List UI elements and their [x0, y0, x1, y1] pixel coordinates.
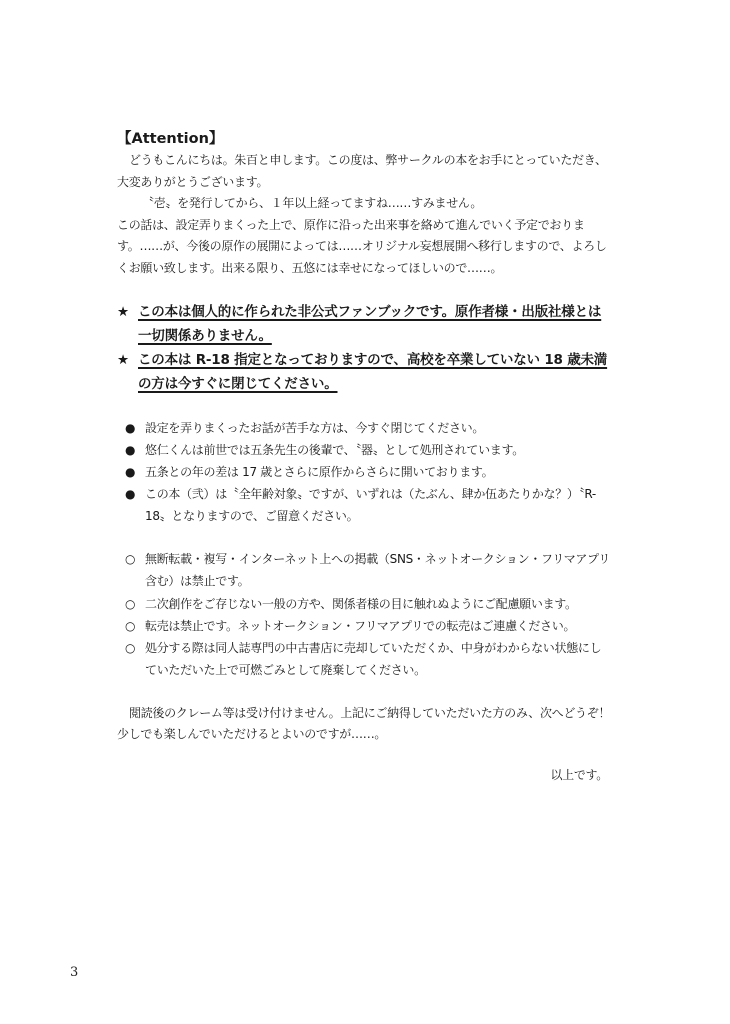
list-item-text: 悠仁くんは前世では五条先生の後輩で、〝器〟として処刑されています。	[145, 443, 524, 457]
bullet-icon: ●	[125, 443, 136, 457]
circle-icon: ○	[125, 596, 136, 611]
list-item-text: 無断転載・複写・インターネット上への掲載（SNS・ネットオークション・フリマアプリ含む）は禁止です。	[145, 552, 611, 589]
bullet-icon: ●	[125, 465, 136, 479]
notice-text: この本は R-18 指定となっておりますので、高校を卒業していない 18 歳未満の方は今すぐに閉じてください。	[138, 352, 608, 392]
list-item	[125, 461, 612, 483]
list-item-text: 五条との年の差は 17 歳とさらに原作からさらに開いております。	[145, 465, 494, 479]
intro-greeting: どうもこんにちは。朱百と申します。この度は、弊サークルの本をお手にとっていただき、大変ありがとうございます。	[117, 153, 607, 189]
page-number: 3	[70, 965, 79, 980]
notice-r18	[117, 348, 612, 396]
list-item-text: 設定を弄りまくったお話が苦手な方は、今すぐ閉じてください。	[145, 421, 485, 435]
list-item	[125, 417, 612, 439]
star-icon: ★	[117, 352, 129, 368]
bullet-icon: ●	[125, 421, 136, 435]
list-item	[125, 483, 612, 527]
bullet-icon: ●	[125, 487, 136, 501]
important-notices	[117, 300, 612, 396]
attention-section	[117, 128, 612, 786]
usage-rules	[125, 548, 612, 682]
list-item	[125, 637, 612, 682]
attention-heading: 【Attention】	[117, 131, 224, 147]
content-warnings	[125, 417, 612, 527]
list-item	[125, 548, 612, 593]
closing-message: 閲読後のクレーム等は受け付けません。上記にご納得していただいた方のみ、次へどうぞ！少しでも楽しんでいただけるとよいのですが……。	[117, 705, 611, 742]
notice-unofficial	[117, 300, 612, 348]
list-item-text: 処分する際は同人誌専門の中古書店に売却していただくか、中身がわからない状態にしていただいた上で可燃ごみとして廃棄してください。	[145, 641, 602, 678]
star-icon: ★	[117, 304, 129, 320]
list-item-text: 転売は禁止です。ネットオークション・フリマアプリでの転売はご連慮ください。	[145, 618, 576, 633]
signoff: 以上です。	[550, 767, 608, 782]
list-item-text: 二次創作をご存じない一般の方や、関係者様の目に触れぬようにご配慮願います。	[145, 596, 577, 611]
circle-icon: ○	[125, 641, 136, 656]
intro-story-note: この話は、設定弄りまくった上で、原作に沿った出来事を絡めて進んでいく予定でおります。……が、今後の原作の展開によっては……オリジナル妄想展開へ移行しますので、よろしくお願い致します。出来る限り、五悠には幸せになってほしいので……。	[117, 217, 607, 275]
notice-text: この本は個人的に作られた非公式ファンブックです。原作者様・出版社様とは一切関係ありません。	[138, 304, 602, 344]
intro-apology: 〝壱〟を発行してから、１年以上経ってますね……すみません。	[142, 196, 483, 210]
list-item	[125, 593, 612, 615]
list-item-text: この本（弐）は〝全年齢対象〟ですが、いずれは（たぶん、肆か伍あたりかな？）〝R-18〟となりますので、ご留意ください。	[145, 487, 596, 523]
circle-icon: ○	[125, 552, 136, 566]
list-item	[125, 615, 612, 637]
circle-icon: ○	[125, 618, 136, 633]
list-item	[125, 439, 612, 461]
